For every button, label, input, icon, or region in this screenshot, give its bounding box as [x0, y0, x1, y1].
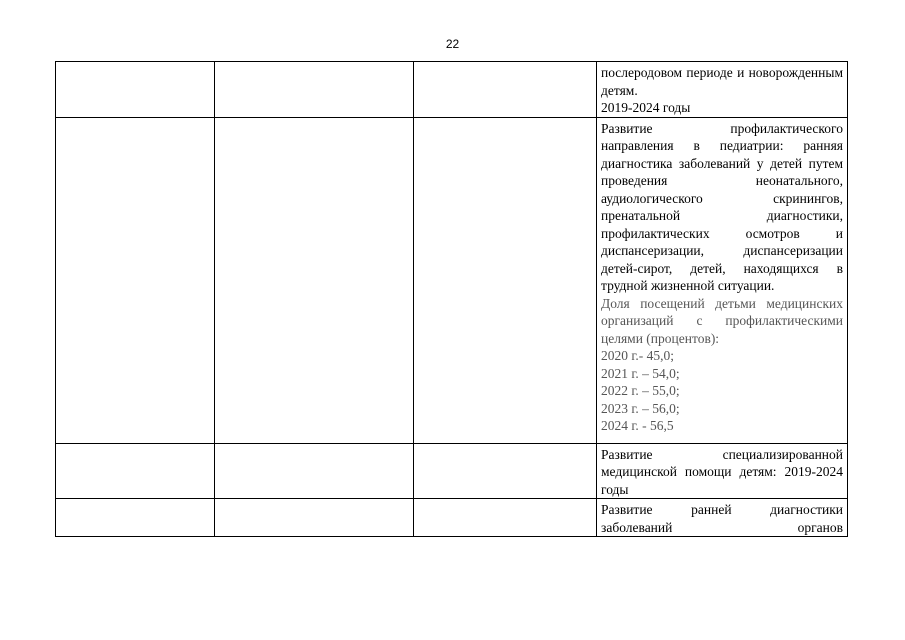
table-row: [56, 443, 848, 499]
measures-table: [55, 61, 848, 537]
measure-cell: [597, 499, 848, 537]
measure-text: послеродовом периоде и новорожденным детям.: [601, 65, 843, 98]
indicator-value: 2023 г. – 56,0;: [601, 400, 680, 416]
empty-cell: [56, 62, 215, 118]
indicator-value: 2024 г. - 56,5: [601, 418, 674, 433]
empty-cell: [414, 117, 597, 443]
indicator-value: 2020 г.- 45,0;: [601, 348, 675, 363]
measure-period: 2019-2024 годы: [601, 100, 691, 115]
empty-cell: [215, 117, 414, 443]
empty-cell: [414, 62, 597, 118]
measure-text: Развитие специализированной медицинской помощи детям: 2019-2024 годы: [601, 446, 843, 497]
empty-cell: [215, 499, 414, 537]
table-row: [56, 117, 848, 443]
empty-cell: [56, 117, 215, 443]
empty-cell: [56, 443, 215, 499]
table-row: [56, 62, 848, 118]
measure-cell: [597, 62, 848, 118]
indicator-value: 2021 г. – 54,0;: [601, 365, 680, 381]
indicator-text: Доля посещений детьми медицинских организаций с профилактическими целями (процентов):: [601, 295, 843, 346]
empty-cell: [215, 62, 414, 118]
measure-text: Развитие профилактического направления в педиатрии: ранняя диагностика заболеваний у детей путем проведения неонатального, аудиологического скринингов, пренатальной диагностики, профилактических осмотров и диспансеризации, диспансеризации детей-сирот, детей, находящихся в трудной жизненной ситуации.: [601, 120, 843, 293]
measure-cell: [597, 443, 848, 499]
table-row: [56, 499, 848, 537]
measure-text: Развитие ранней диагностики заболеваний органов: [601, 502, 843, 535]
measure-cell: [597, 117, 848, 443]
empty-cell: [56, 499, 215, 537]
page-number: 22: [445, 37, 460, 51]
indicator-value: 2022 г. – 55,0;: [601, 383, 680, 398]
empty-cell: [414, 443, 597, 499]
empty-cell: [215, 443, 414, 499]
empty-cell: [414, 499, 597, 537]
